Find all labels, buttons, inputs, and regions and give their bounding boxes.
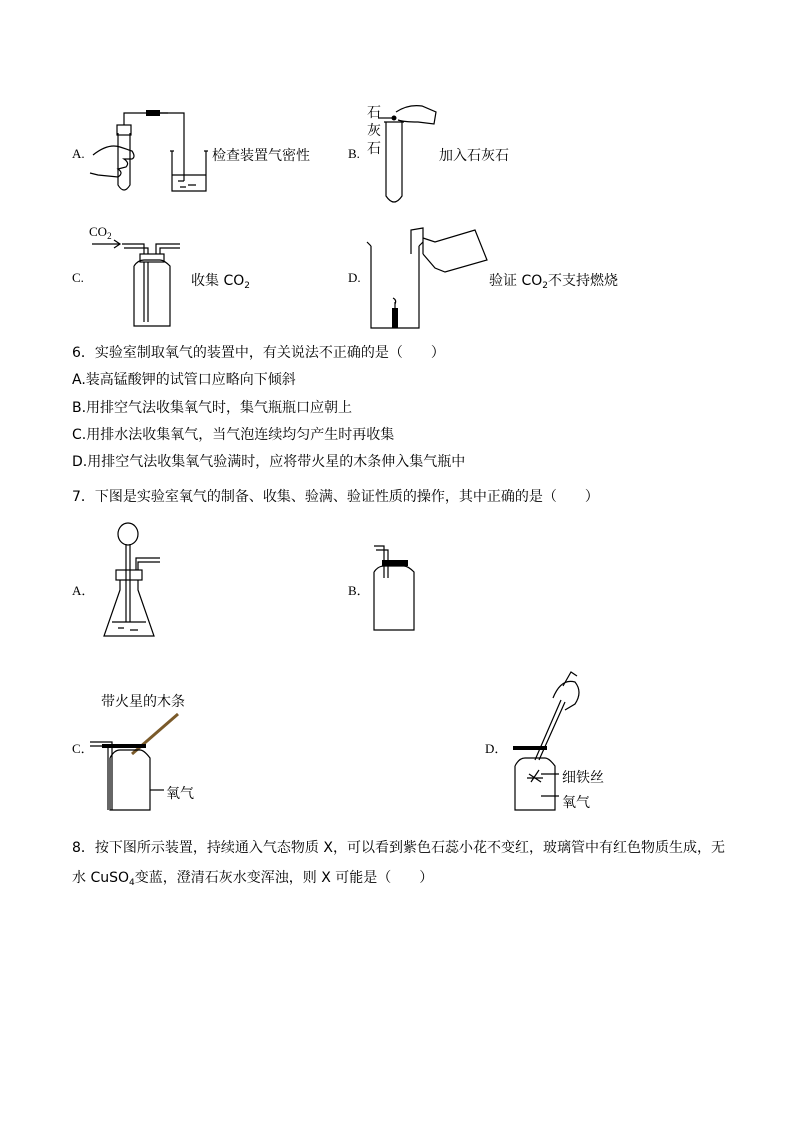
q5-c-caption-sub: 2 (244, 281, 250, 291)
q5-a-caption: 检查装置气密性 (212, 148, 310, 164)
q6-option-a: A.装高锰酸钾的试管口应略向下倾斜 (72, 372, 296, 388)
q5-b-test-tube-with-hand (378, 100, 448, 205)
q5-d-pouring-apparatus (365, 224, 490, 332)
q7-c-gas-label: 氧气 (166, 786, 194, 802)
q6-option-d: D.用排空气法收集氧气验满时，应将带火星的木条伸入集气瓶中 (72, 454, 466, 470)
q8-line-2-post: 变蓝，澄清石灰水变浑浊，则 X 可能是（ ） (134, 870, 434, 886)
q7-a-letter: A． (72, 583, 95, 598)
q7-d-gas-label: 氧气 (562, 795, 590, 811)
q7-stem: 7．下图是实验室氧气的制备、收集、验满、验证性质的操作，其中正确的是（ ） (72, 489, 599, 505)
q5-b-side-char-2: 灰 (367, 123, 381, 139)
q7-b-collection-bottle (370, 542, 420, 634)
q5-d-letter: D. (348, 270, 361, 285)
q5-a-airtight-apparatus (88, 103, 218, 198)
q7-b-letter: B． (348, 583, 370, 598)
q5-b-caption: 加入石灰石 (439, 148, 509, 164)
q5-d-caption-pre: 验证 CO (489, 273, 543, 289)
q5-b-side-char-3: 石 (367, 141, 381, 157)
q5-a-letter: A. (72, 146, 85, 161)
q5-c-caption (191, 270, 250, 291)
q6-stem: 6．实验室制取氧气的装置中，有关说法不正确的是（ ） (72, 345, 445, 361)
q8-line-2 (72, 868, 433, 893)
q5-b-side-char-1: 石 (367, 105, 381, 121)
q5-b-letter: B. (348, 146, 360, 161)
q5-c-caption-text: 收集 CO (191, 273, 245, 289)
q8-line-2-sub: 4 (129, 878, 135, 888)
q7-d-letter: D． (485, 741, 508, 756)
q5-c-gas-bottle (92, 236, 192, 331)
q5-c-gas-label-sub: 2 (107, 231, 112, 241)
q6-option-b: B.用排空气法收集氧气时，集气瓶瓶口应朝上 (72, 400, 353, 416)
q5-d-caption (489, 270, 618, 291)
q6-option-c: C.用排水法收集氧气，当气泡连续均匀产生时再收集 (72, 427, 395, 443)
q5-d-caption-sub: 2 (542, 281, 548, 291)
q5-d-caption-post: 不支持燃烧 (547, 273, 618, 289)
q8-line-2-pre: 水 CuSO (72, 870, 130, 886)
q7-a-erlenmeyer-apparatus (102, 522, 172, 644)
q5-c-letter: C. (72, 270, 84, 285)
q7-d-wire-label: 细铁丝 (562, 770, 604, 786)
q5-c-gas-label-text: CO (89, 224, 108, 239)
q8-line-1: 8．按下图所示装置，持续通入气态物质 X，可以看到紫色石蕊小花不变红，玻璃管中有红色物质生成，无 (72, 840, 725, 856)
q7-c-letter: C． (72, 741, 94, 756)
q7-c-stick-label: 带火星的木条 (101, 694, 185, 710)
